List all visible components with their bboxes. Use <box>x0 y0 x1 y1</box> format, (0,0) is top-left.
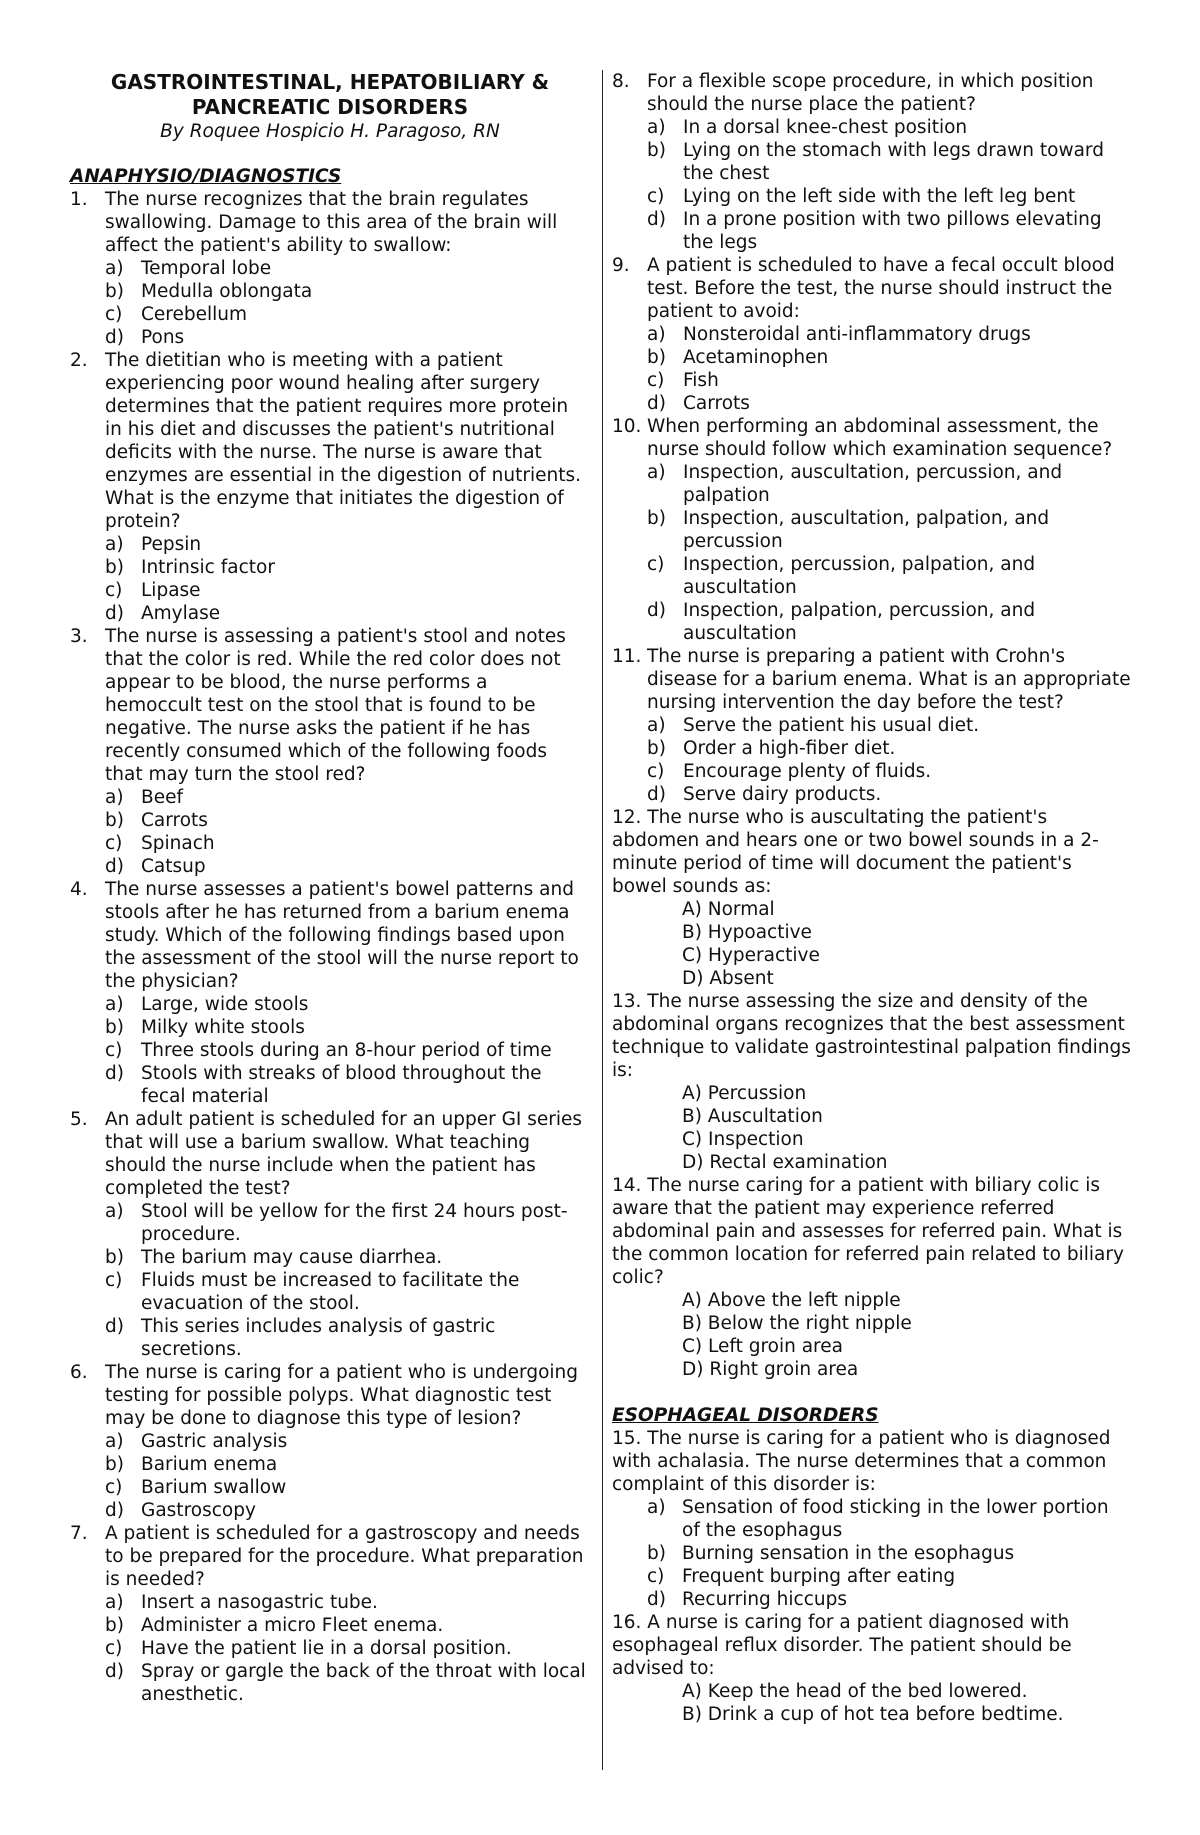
answer-option: b) The barium may cause diarrhea. <box>105 1247 443 1268</box>
question-1: 1. The nurse recognizes that the brain regulates swallowing. Damage to this area of the brain will affect the patient's ability to swallow: a) Temporal lobe b) Medulla oblongata c) Cerebellum d) Pons <box>70 188 590 349</box>
answer-option: A) Above the left nipple <box>682 1290 901 1311</box>
answer-option: D) Right groin area <box>682 1359 859 1380</box>
answer-option: a) Gastric analysis <box>105 1431 288 1452</box>
answer-option: c) Three stools during an 8-hour period of time <box>105 1040 552 1061</box>
answer-option: d) Catsup <box>105 856 206 877</box>
author-line: By Roquee Hospicio H. Paragoso, RN <box>160 121 500 142</box>
answer-option: d) In a prone position with two pillows elevating the legs <box>647 209 1102 253</box>
section-heading-esophageal: ESOPHAGEAL DISORDERS <box>612 1405 879 1426</box>
answer-option: b) Inspection, auscultation, palpation, and percussion <box>647 508 1050 552</box>
question-text: 14. The nurse caring for a patient with biliary colic is aware that the patient may experience referred abdominal pain and assesses for referred pain. What is the common location for referred pain related to biliary colic? <box>612 1175 1124 1288</box>
question-4: 4. The nurse assesses a patient's bowel patterns and stools after he has returned from a barium enema study. Which of the following findings based upon the assessment of the stool will the nurse report to the physician? a) Large, wide stools b) Milky white stools c) Three stools during an 8-hour period of time d) Stools with streaks of blood throughout the fecal material <box>70 878 590 1108</box>
answer-option: A) Percussion <box>682 1083 807 1104</box>
question-10: 10. When performing an abdominal assessment, the nurse should follow which examination sequence? a) Inspection, auscultation, percussion, and palpation b) Inspection, auscultation, palpation, and percussion c) Inspection, percussion, palpation, and auscultation d) Inspection, palpation, percussion, and auscultation <box>612 415 1132 645</box>
question-6: 6. The nurse is caring for a patient who is undergoing testing for possible polyps. What diagnostic test may be done to diagnose this type of lesion? a) Gastric analysis b) Barium enema c) Barium swallow d) Gastroscopy <box>70 1361 590 1522</box>
question-8: 8. For a flexible scope procedure, in which position should the nurse place the patient? a) In a dorsal knee-chest position b) Lying on the stomach with legs drawn toward the chest c) Lying on the left side with the left leg bent d) In a prone position with two pillows elevating the legs <box>612 70 1132 254</box>
answer-option: B) Drink a cup of hot tea before bedtime. <box>682 1704 1064 1725</box>
question-13 <box>612 990 1132 1174</box>
answer-option: b) Intrinsic factor <box>105 557 275 578</box>
answer-option: b) Milky white stools <box>105 1017 305 1038</box>
answer-option: d) Inspection, palpation, percussion, and auscultation <box>647 600 1036 644</box>
right-column <box>612 70 1132 1726</box>
document-title: GASTROINTESTINAL, HEPATOBILIARY & PANCREATIC DISORDERS <box>110 70 550 119</box>
question-text: The nurse is caring for a patient who is undergoing testing for possible polyps. What diagnostic test may be done to diagnose this type of lesion? <box>105 1362 578 1429</box>
answer-option: B) Auscultation <box>682 1106 823 1127</box>
answer-option: a) Insert a nasogastric tube. <box>105 1592 378 1613</box>
answer-option: c) Fluids must be increased to facilitate the evacuation of the stool. <box>105 1270 520 1314</box>
question-15 <box>612 1427 1132 1611</box>
question-text: The nurse is preparing a patient with Crohn's disease for a barium enema. What is an appropriate nursing intervention the day before the test? <box>647 646 1131 713</box>
answer-option: A) Keep the head of the bed lowered. <box>682 1681 1028 1702</box>
answer-option: a) Large, wide stools <box>105 994 309 1015</box>
section-heading-anaphysio: ANAPHYSIO/DIAGNOSTICS <box>70 166 342 187</box>
answer-option: c) Spinach <box>105 833 215 854</box>
answer-option: d) Gastroscopy <box>105 1500 256 1521</box>
question-11: 11. The nurse is preparing a patient with Crohn's disease for a barium enema. What is an appropriate nursing intervention the day before the test? a) Serve the patient his usual diet. b) Order a high-fiber diet. c) Encourage plenty of fluids. d) Serve dairy products. <box>612 646 1131 805</box>
answer-option: b) Carrots <box>105 810 208 831</box>
question-9: 9. A patient is scheduled to have a fecal occult blood test. Before the test, the nurse should instruct the patient to avoid: a) Nonsteroidal anti-inflammatory drugs b) Acetaminophen c) Fish d) Carrots <box>612 254 1132 415</box>
answer-option: B) Below the right nipple <box>682 1313 912 1334</box>
question-12 <box>612 806 1132 990</box>
answer-option: b) Medulla oblongata <box>105 281 313 302</box>
answer-option: b) Lying on the stomach with legs drawn toward the chest <box>647 140 1104 184</box>
answer-option: c) Have the patient lie in a dorsal position. <box>105 1638 512 1659</box>
question-text: A patient is scheduled for a gastroscopy and needs to be prepared for the procedure. What preparation is needed? <box>105 1523 584 1590</box>
question-text: 16. A nurse is caring for a patient diagnosed with esophageal reflux disorder. The patient should be advised to: <box>612 1612 1072 1679</box>
answer-option: D) Absent <box>682 968 774 989</box>
answer-option: b) Barium enema <box>105 1454 278 1475</box>
answer-option: d) Serve dairy products. <box>647 784 882 805</box>
answer-option: B) Hypoactive <box>682 922 812 943</box>
answer-option: c) Lying on the left side with the left leg bent <box>647 186 1076 207</box>
question-text: When performing an abdominal assessment, the nurse should follow which examination sequence? <box>647 416 1113 460</box>
answer-option: C) Inspection <box>682 1129 804 1150</box>
question-text: An adult patient is scheduled for an upper GI series that will use a barium swallow. What teaching should the nurse include when the patient has completed the test? <box>105 1109 583 1199</box>
answer-option: b) Acetaminophen <box>647 347 829 368</box>
answer-option: b) Administer a micro Fleet enema. <box>105 1615 444 1636</box>
answer-option: c) Encourage plenty of fluids. <box>647 761 932 782</box>
answer-option: C) Hyperactive <box>682 945 820 966</box>
question-text: A patient is scheduled to have a fecal occult blood test. Before the test, the nurse should instruct the patient to avoid: <box>647 255 1115 322</box>
answer-option: d) Amylase <box>105 603 221 624</box>
question-text: The dietitian who is meeting with a patient experiencing poor wound healing after surgery determines that the patient requires more protein in his diet and discusses the patient's nutritional deficits with the nurse. The nurse is aware that enzymes are essential in the digestion of nutrients. What is the enzyme that initiates the digestion of protein? <box>105 350 581 532</box>
question-14 <box>612 1174 1132 1381</box>
answer-option: a) Serve the patient his usual diet. <box>647 715 980 736</box>
answer-option: d) Recurring hiccups <box>647 1589 847 1610</box>
question-5: 5. An adult patient is scheduled for an upper GI series that will use a barium swallow. What teaching should the nurse include when the patient has completed the test? a) Stool will be yellow for the first 24 hours post-procedure. b) The barium may cause diarrhea. c) Fluids must be increased to facilitate the evacuation of the stool. d) This series includes analysis of gastric secretions. <box>70 1108 590 1361</box>
question-16 <box>612 1611 1132 1726</box>
answer-option: c) Barium swallow <box>105 1477 287 1498</box>
question-text: 12. The nurse who is auscultating the patient's abdomen and hears one or two bowel sounds in a 2-minute period of time will document the patient's bowel sounds as: <box>612 807 1099 897</box>
answer-option: a) Sensation of food sticking in the lower portion of the esophagus <box>647 1497 1109 1541</box>
question-text: 15. The nurse is caring for a patient who is diagnosed with achalasia. The nurse determines that a common complaint of this disorder is: <box>612 1428 1111 1495</box>
column-divider <box>602 70 603 1770</box>
question-text: The nurse is assessing a patient's stool and notes that the color is red. While the red color does not appear to be blood, the nurse performs a hemoccult test on the stool that is found to be negative. The nurse asks the patient if he has recently consumed which of the following foods that may turn the stool red? <box>105 626 566 785</box>
question-7: 7. A patient is scheduled for a gastroscopy and needs to be prepared for the procedure. What preparation is needed? a) Insert a nasogastric tube. b) Administer a micro Fleet enema. c) Have the patient lie in a dorsal position. d) Spray or gargle the back of the throat with local anesthetic. <box>70 1522 590 1706</box>
answer-option: d) Pons <box>105 327 185 348</box>
answer-option: D) Rectal examination <box>682 1152 888 1173</box>
answer-option: A) Normal <box>682 899 775 920</box>
answer-option: d) This series includes analysis of gastric secretions. <box>105 1316 496 1360</box>
answer-option: c) Cerebellum <box>105 304 248 325</box>
answer-option: C) Left groin area <box>682 1336 843 1357</box>
question-2: 2. The dietitian who is meeting with a patient experiencing poor wound healing after surgery determines that the patient requires more protein in his diet and discusses the patient's nutritional deficits with the nurse. The nurse is aware that enzymes are essential in the digestion of nutrients. What is the enzyme that initiates the digestion of protein? a) Pepsin b) Intrinsic factor c) Lipase d) Amylase <box>70 349 590 625</box>
question-3: 3. The nurse is assessing a patient's stool and notes that the color is red. While the red color does not appear to be blood, the nurse performs a hemoccult test on the stool that is found to be negative. The nurse asks the patient if he has recently consumed which of the following foods that may turn the stool red? a) Beef b) Carrots c) Spinach d) Catsup <box>70 625 590 878</box>
answer-option: a) Inspection, auscultation, percussion, and palpation <box>647 462 1063 506</box>
answer-option: d) Spray or gargle the back of the throat with local anesthetic. <box>105 1661 586 1705</box>
answer-option: a) In a dorsal knee-chest position <box>647 117 968 138</box>
answer-option: c) Inspection, percussion, palpation, and auscultation <box>647 554 1036 598</box>
answer-option: c) Fish <box>647 370 719 391</box>
answer-option: c) Frequent burping after eating <box>647 1566 956 1587</box>
question-text: The nurse assesses a patient's bowel patterns and stools after he has returned from a barium enema study. Which of the following findings based upon the assessment of the stool will the nurse report to the physician? <box>105 879 579 992</box>
answer-option: d) Carrots <box>647 393 750 414</box>
answer-option: d) Stools with streaks of blood throughout the fecal material <box>105 1063 542 1107</box>
answer-option: a) Temporal lobe <box>105 258 272 279</box>
answer-option: a) Beef <box>105 787 183 808</box>
answer-option: a) Pepsin <box>105 534 202 555</box>
answer-option: b) Order a high-fiber diet. <box>647 738 896 759</box>
question-text: 13. The nurse assessing the size and density of the abdominal organs recognizes that the best assessment technique to validate gastrointestinal palpation findings is: <box>612 991 1131 1081</box>
left-column <box>70 70 590 1706</box>
question-text: The nurse recognizes that the brain regulates swallowing. Damage to this area of the brain will affect the patient's ability to swallow: <box>105 189 558 256</box>
answer-option: a) Nonsteroidal anti-inflammatory drugs <box>647 324 1031 345</box>
answer-option: c) Lipase <box>105 580 201 601</box>
answer-option: b) Burning sensation in the esophagus <box>647 1543 1015 1564</box>
answer-option: a) Stool will be yellow for the first 24 hours post-procedure. <box>105 1201 568 1245</box>
question-text: For a flexible scope procedure, in which position should the nurse place the patient? <box>647 71 1094 115</box>
